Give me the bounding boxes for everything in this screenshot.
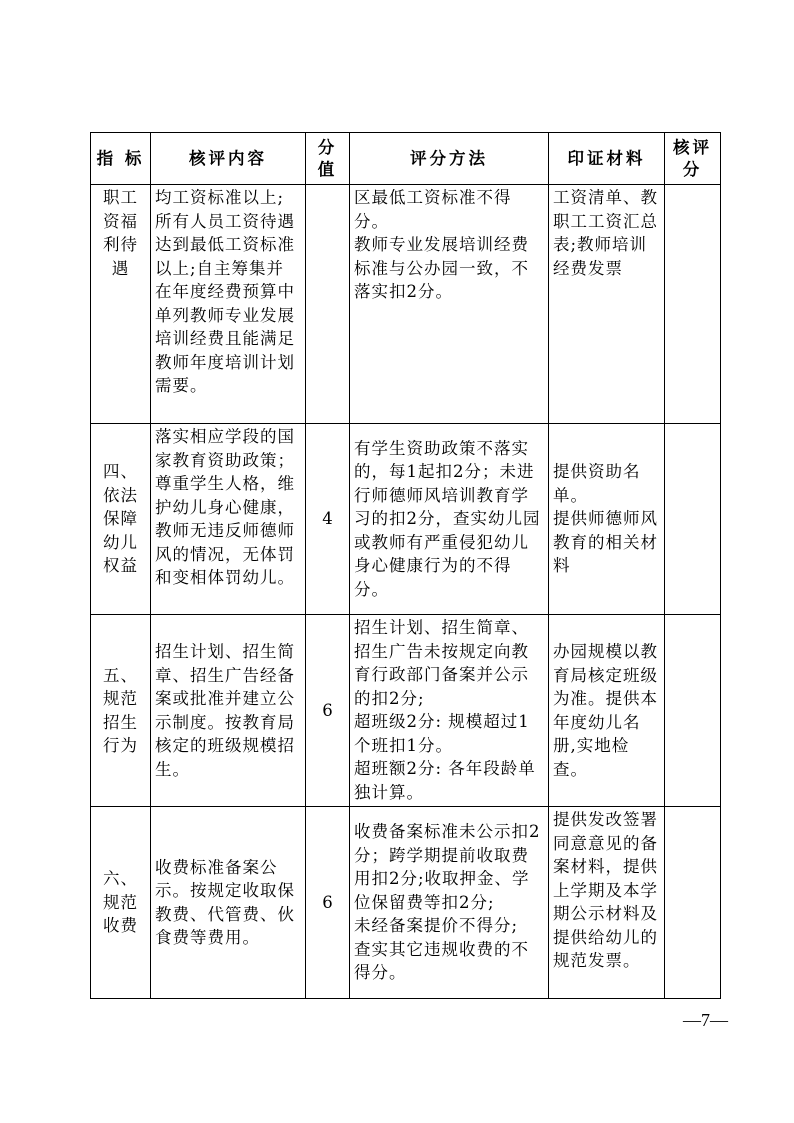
review-cell	[665, 424, 721, 615]
score-cell	[306, 185, 350, 424]
header-review: 核评分	[665, 133, 721, 185]
table-row	[91, 424, 721, 615]
indicator-cell: 四、依法保障幼儿权益	[91, 424, 151, 615]
score-cell: 6	[306, 807, 350, 999]
content-cell: 招生计划、招生简章、招生广告经备案或批准并建立公示制度。按教育局核定的班级规模招生。	[151, 615, 306, 807]
method-cell: 收费备案标准未公示扣2分；跨学期提前收取费用扣2分;收取押金、学位保留费等扣2分; 未经备案提价不得分; 查实其它违规收费的不得分。	[350, 807, 549, 999]
content-cell: 收费标准备案公示。按规定收取保教费、代管费、伙食费等费用。	[151, 807, 306, 999]
method-cell: 区最低工资标准不得分。 教师专业发展培训经费标准与公办园一致，不落实扣2分。	[350, 185, 549, 424]
evidence-cell: 办园规模以教育局核定班级为准。提供本年度幼儿名册,实地检查。	[549, 615, 665, 807]
score-cell: 6	[306, 615, 350, 807]
evidence-cell: 提供发改签署同意意见的备案材料，提供上学期及本学期公示材料及提供给幼儿的规范发票。	[549, 807, 665, 999]
table-row	[91, 807, 721, 999]
header-score: 分值	[306, 133, 350, 185]
review-cell	[665, 807, 721, 999]
score-cell: 4	[306, 424, 350, 615]
evaluation-table	[90, 132, 721, 999]
header-content: 核评内容	[151, 133, 306, 185]
review-cell	[665, 185, 721, 424]
content-cell: 落实相应学段的国家教育资助政策；尊重学生人格，维护幼儿身心健康，教师无违反师德师风的情况，无体罚和变相体罚幼儿。	[151, 424, 306, 615]
indicator-cell: 职工资福利待遇	[91, 185, 151, 424]
review-cell	[665, 615, 721, 807]
evidence-cell: 工资清单、教职工工资汇总表;教师培训经费发票	[549, 185, 665, 424]
indicator-cell: 六、规范收费	[91, 807, 151, 999]
indicator-cell: 五、规范招生行为	[91, 615, 151, 807]
header-row	[91, 133, 721, 185]
evidence-cell: 提供资助名单。 提供师德师风教育的相关材料	[549, 424, 665, 615]
header-method: 评分方法	[350, 133, 549, 185]
method-cell: 有学生资助政策不落实的，每1起扣2分；未进行师德师风培训教育学习的扣2分，查实幼儿园或教师有严重侵犯幼儿身心健康行为的不得分。	[350, 424, 549, 615]
page-number: —7—	[683, 1010, 728, 1030]
table-row	[91, 615, 721, 807]
header-evidence: 印证材料	[549, 133, 665, 185]
header-indicator: 指 标	[91, 133, 151, 185]
table-row	[91, 185, 721, 424]
content-cell: 均工资标准以上;所有人员工资待遇达到最低工资标准以上;自主筹集并在年度经费预算中单列教师专业发展培训经费且能满足教师年度培训计划需要。	[151, 185, 306, 424]
method-cell: 招生计划、招生简章、招生广告未按规定向教育行政部门备案并公示的扣2分; 超班级2分: 规模超过1个班扣1分。 超班额2分: 各年段龄单独计算。	[350, 615, 549, 807]
